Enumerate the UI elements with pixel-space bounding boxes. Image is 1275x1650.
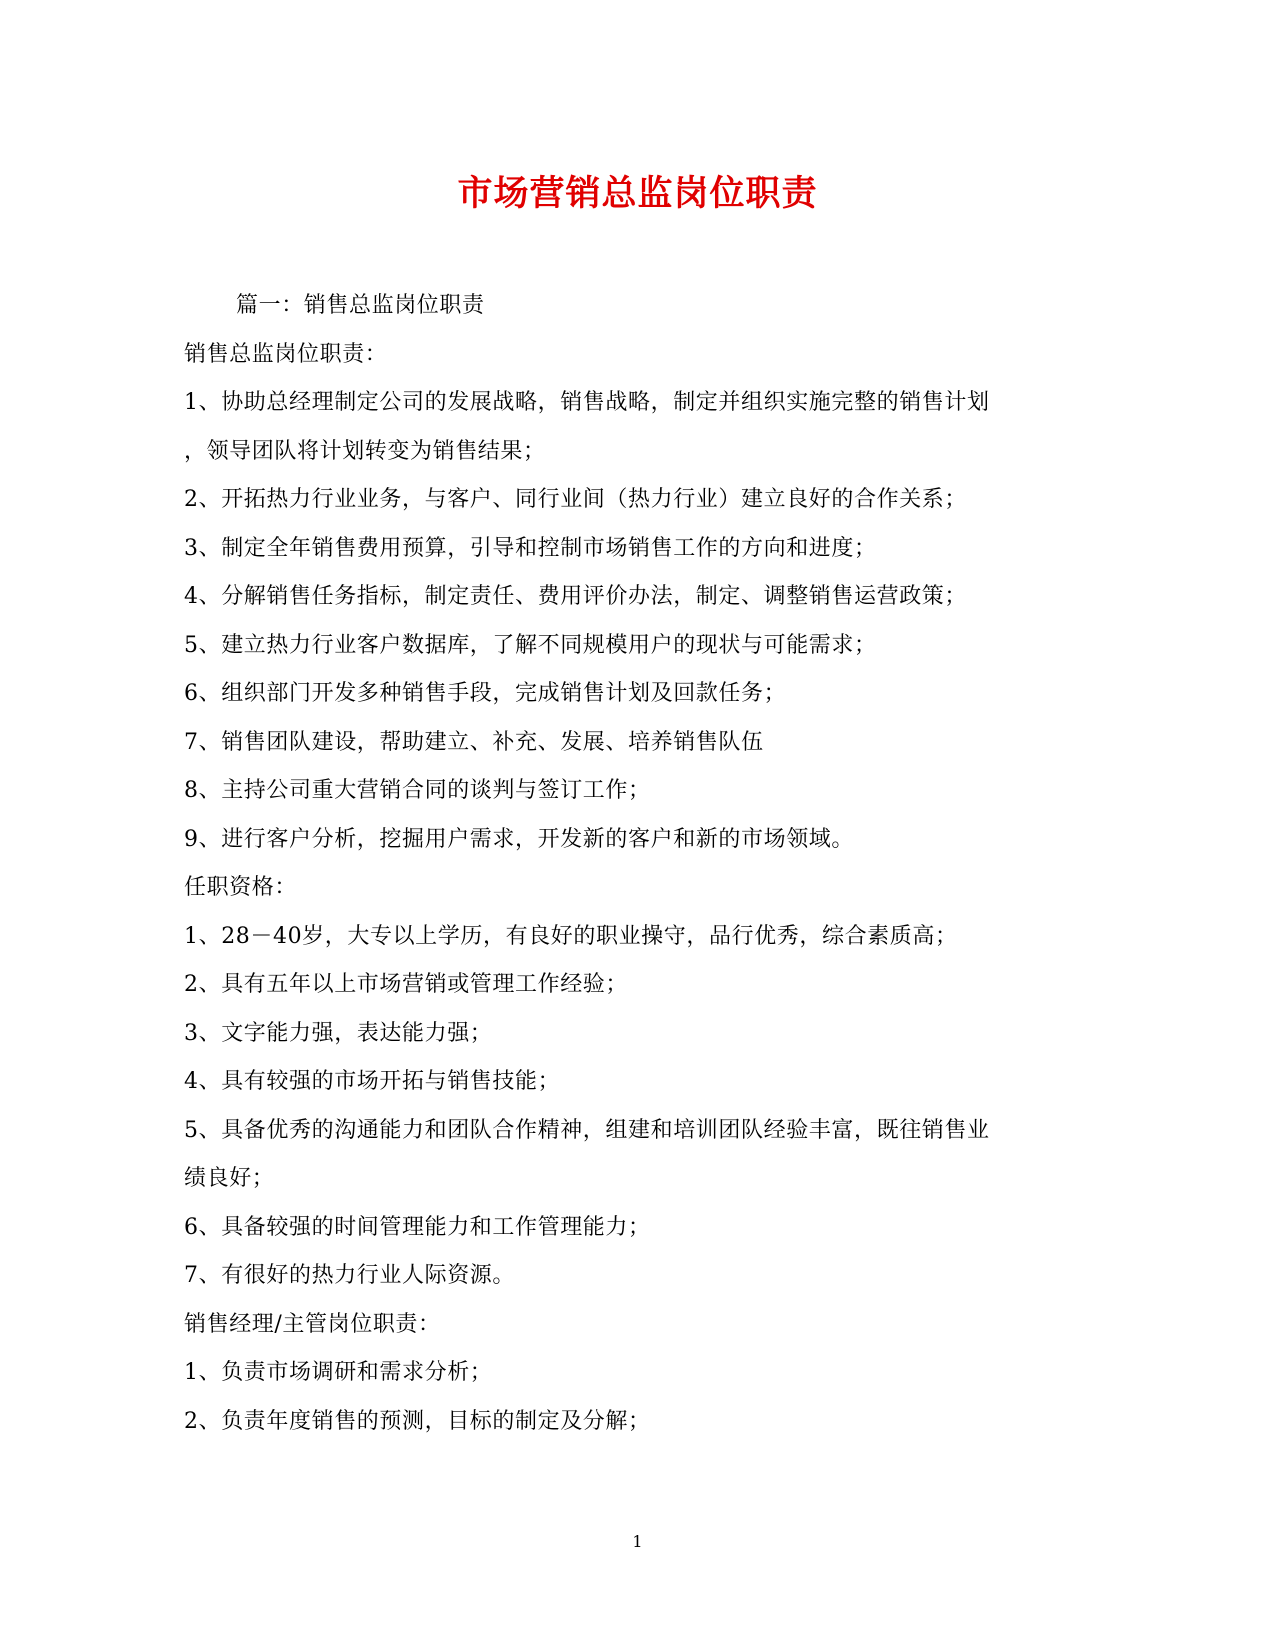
paragraph-line: 2、开拓热力行业业务，与客户、同行业间（热力行业）建立良好的合作关系；: [184, 487, 967, 512]
paragraph-line: 5、具备优秀的沟通能力和团队合作精神，组建和培训团队经验丰富，既往销售业: [184, 1117, 990, 1143]
document-title: 市场营销总监岗位职责: [457, 173, 818, 214]
paragraph-line: 3、制定全年销售费用预算，引导和控制市场销售工作的方向和进度；: [184, 535, 877, 561]
paragraph-line: ，领导团队将计划转变为销售结果；: [184, 438, 546, 464]
paragraph-line: 1、协助总经理制定公司的发展战略，销售战略，制定并组织实施完整的销售计划: [184, 390, 990, 415]
paragraph-line: 5、建立热力行业客户数据库，了解不同规模用户的现状与可能需求；: [184, 632, 877, 658]
paragraph-line: 1、负责市场调研和需求分析；: [184, 1360, 493, 1385]
paragraph-line: 6、具备较强的时间管理能力和工作管理能力；: [184, 1214, 651, 1240]
paragraph-line: 绩良好；: [184, 1166, 275, 1191]
paragraph-line: 4、具有较强的市场开拓与销售技能；: [184, 1069, 561, 1094]
paragraph-line: 6、组织部门开发多种销售手段，完成销售计划及回款任务；: [184, 681, 787, 706]
paragraph-line: 8、主持公司重大营销合同的谈判与签订工作；: [184, 778, 651, 803]
paragraph-line: 7、有很好的热力行业人际资源。: [184, 1263, 515, 1288]
paragraph-line: 1、28－40岁，大专以上学历，有良好的职业操守，品行优秀，综合素质高；: [184, 923, 958, 949]
paragraph-line: 4、分解销售任务指标，制定责任、费用评价办法，制定、调整销售运营政策；: [184, 584, 967, 609]
paragraph-line: 2、具有五年以上市场营销或管理工作经验；: [184, 972, 628, 997]
section-heading: 篇一：销售总监岗位职责: [236, 293, 485, 318]
subheading: 销售经理/主管岗位职责：: [184, 1311, 441, 1337]
paragraph-line: 2、负责年度销售的预测，目标的制定及分解；: [184, 1408, 651, 1434]
paragraph-line: 9、进行客户分析，挖掘用户需求，开发新的客户和新的市场领域。: [184, 826, 854, 852]
page-number: 1: [632, 1532, 643, 1551]
document-body: [184, 282, 1084, 1446]
paragraph-line: 7、销售团队建设，帮助建立、补充、发展、培养销售队伍: [184, 729, 764, 755]
subheading: 任职资格：: [184, 875, 298, 900]
paragraph-line: 3、文字能力强，表达能力强；: [184, 1020, 493, 1046]
subheading: 销售总监岗位职责：: [184, 341, 388, 367]
